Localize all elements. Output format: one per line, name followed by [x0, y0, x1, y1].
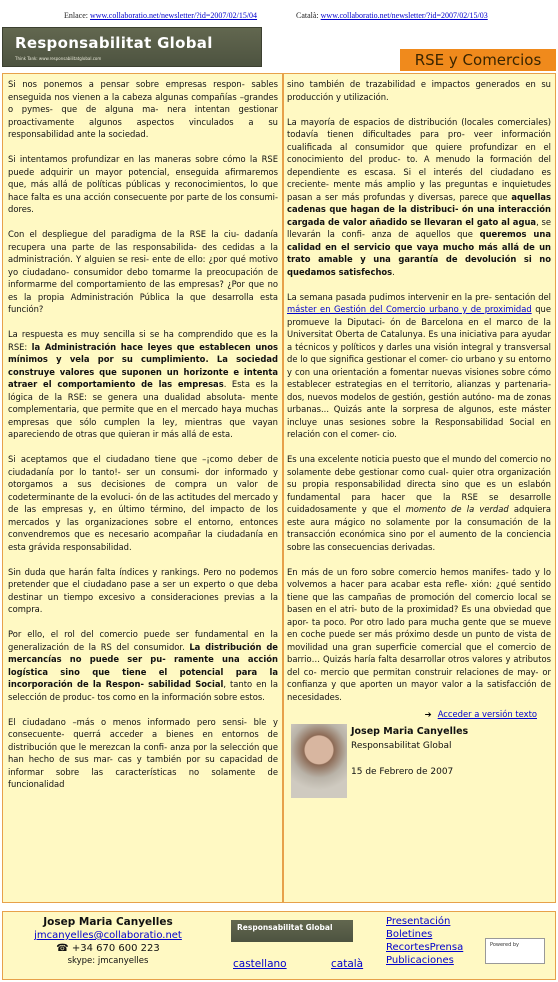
header-links — [0, 0, 558, 24]
publish-date: 15 de Febrero de 2007 — [351, 767, 454, 777]
bold-text: aquellas cadenas que hagan de la distribuci- ón una interacción cargada de valor añadido se llevaran el gato al agua — [287, 191, 551, 227]
italic-text: momento de la verdad — [405, 504, 509, 514]
powered-by-badge[interactable]: Powered by — [485, 938, 545, 964]
text-version-link[interactable]: Acceder a versión texto — [437, 708, 537, 719]
logo-subtitle: Think Tank: www.responsabilitatglobal.com — [15, 56, 102, 61]
spanish-link-label: Enlace: — [64, 11, 88, 20]
author-org: Responsabilitat Global — [351, 741, 452, 751]
paragraph: Si nos ponemos a pensar sobre empresas respon- sables enseguida nos vienen a la cabeza algunas compañías –grandes o pymes- que de alguna ma- nera intentan gestionar proactivamente algunos aspectos vinculados a su responsabilidad ante la sociedad. — [8, 79, 278, 139]
author-name: Josep Maria Canyelles — [351, 726, 469, 737]
text-run: . Esta es la lógica de la RSE: se genera una dualidad absoluta- mente complementaria, que permite que en el mercado haya muchas empresas que sólo cumplen la ley, mientras que vayan apareciendo de otras que quieran ir más allá de esta. — [8, 379, 278, 439]
language-castellano-link[interactable]: castellano — [233, 958, 287, 970]
text-version-row — [287, 708, 551, 721]
menu-publicaciones[interactable]: Publicaciones — [386, 955, 454, 966]
footer-contact — [3, 916, 213, 968]
spanish-link-group — [64, 11, 257, 20]
footer — [2, 911, 556, 980]
paragraph: Sin duda que harán falta índices y rankings. Pero no podemos pretender que el ciudadano pase a ser un experto o que deba destinar un tiempo excesivo a consideraciones previas a la compra. — [8, 566, 278, 614]
bold-text: queremos una calidad en el servicio que vaya mucho más allá de un trato amable y una garantía de devolución si no quedamos satisfechos — [287, 229, 551, 277]
text-run: Por ello, el rol del comercio puede ser fundamental en la generalización de la RS del consumidor. — [8, 629, 278, 652]
responsabilitat-global-logo — [2, 27, 262, 67]
author-photo — [291, 724, 347, 798]
catalan-link-group — [296, 11, 488, 20]
footer-phone: ☎ +34 670 600 223 — [56, 943, 160, 954]
text-run: , se llevarán la confi- anza de aquellos que — [287, 216, 551, 239]
language-catala-link[interactable]: català — [331, 958, 364, 970]
text-run: La respuesta es muy sencilla si se ha comprendido que es la RSE: — [8, 329, 278, 352]
text-run: La mayoría de espacios de distribución (locales comerciales) todavía tienen dificultades para pro- veer información cualificada al consumidor que quiere profundizar en el conocimiento del produc- to. A menudo la formación del dependiente es escasa. Si el interés del ciudadano es creciente- mente más amplio y las preguntas e inquietudes pasan a ser más profundas y diversas, parece que — [287, 116, 551, 202]
text-run: Es una excelente noticia puesto que el mundo del comercio no solamente debe gestionar como cual- quier otra organización su propia responsabilidad directa sino que es un eslabón fundamental para hacer que la RSE se desarrolle cuidadosamente y que el — [287, 454, 551, 514]
paragraph: En más de un foro sobre comercio hemos manifes- tado y lo volvemos a hacer para acabar esta refle- xión: ¿qué sentido tiene que las campañas de promoción del comercio local se basen en el atri- buto de la proximidad? Es una obviedad que apor- ta poco. Por otro lado para mucha gente que se mueve en coche puede ser más próximo desde un punto de vista de movilidad una gran superficie comercial que el comercio de barrio… Quizás haría falta desarrollar otros valores y atributos del co- mercio que permitan construir relaciones de may- or confianza y que aporten un mayor valor a la satisfacción de necesidades. — [287, 566, 551, 702]
paragraph: Si aceptamos que el ciudadano tiene que –¡como deber de ciudadanía por lo tanto!- ser un consumi- dor informado y otorgamos a sus decisiones de compra un valor de codeterminante de la evoluci- ón de las actitudes del mercado y de las empresas y, en último término, del impacto de los mercados y las organizaciones sobre el entorno, entonces convendremos que es necesario acompañar la ciudadanía en esta grávida responsabilidad. — [8, 454, 278, 552]
footer-email-link[interactable]: jmcanyelles@collaboratio.net — [34, 930, 182, 941]
bold-text: La distribución de mercancías no puede ser pu- ramente una acción logística sino que tiene el potencial para la incorporación de la Respon- sabilidad Social — [8, 641, 278, 689]
paragraph — [287, 453, 551, 553]
footer-logo: Responsabilitat Global — [231, 920, 353, 942]
text-run: que promueve la Diputaci- ón de Barcelona en el marco de la Universitat Oberta de Catalunya. Es una iniciativa para ayudar a técnicos y políticos y darles una visión integral y transversal de lo que significa gestionar el comer- cio urbano y su entorno y con una orientación a fomentar nuevas visiones sobre cómo establecer estrategias en el territorio, alianzas y partenaria- dos, nuevos modelos de gestión, gestión autóno- ma de zonas urbanas... Quizás ante la sorpresa de algunos, este máster incluye unas sesiones sobre la Responsabilidad Social en relación con el comer- cio. — [287, 304, 551, 439]
paragraph: Si intentamos profundizar en las maneras sobre cómo la RSE puede adquirir un mayor potencial, enseguida afirmaremos que, más allá de políticas públicas y reconocimientos, lo que hace falta es una acción consecuente por parte de los consumi- dores. — [8, 154, 278, 214]
text-run: La semana pasada pudimos intervenir en la pre- sentación del — [287, 291, 551, 302]
article-content — [2, 73, 556, 903]
paragraph — [287, 116, 551, 279]
text-run: adquiera este aura mágico no solamente por la consumación de la transacción económica sino por el aumento de la conciencia sobre las consecuencias derivadas. — [287, 504, 552, 552]
paragraph — [8, 328, 278, 441]
logo-title: Responsabilitat Global — [15, 34, 213, 52]
footer-skype: skype: jmcanyelles — [67, 956, 149, 966]
author-signature — [287, 724, 551, 804]
left-column — [8, 78, 278, 803]
footer-name: Josep Maria Canyelles — [43, 916, 173, 928]
footer-menu — [386, 915, 463, 967]
right-column — [287, 78, 551, 804]
bold-text: la Administración hace leyes que establecen unos mínimos y vela por su cumplimiento. La sociedad construye valores que suponen un horizonte e intenta atraer el comportamiento de las empresas — [8, 341, 279, 389]
text-run: . — [392, 266, 395, 277]
paragraph: sino también de trazabilidad e impactos generados en su producción y utilización. — [287, 79, 551, 102]
master-link[interactable]: máster en Gestión del Comercio urbano y de proximidad — [287, 304, 532, 314]
column-divider — [282, 74, 284, 902]
catalan-link[interactable]: www.collaboratio.net/newsletter/?id=2007/02/15/03 — [320, 11, 488, 20]
paragraph — [287, 291, 551, 441]
menu-recortes-prensa[interactable]: RecortesPrensa — [386, 942, 464, 953]
menu-boletines[interactable]: Boletines — [386, 929, 433, 940]
arrow-right-icon: ➔ — [424, 708, 432, 719]
paragraph: Con el despliegue del paradigma de la RSE la ciu- dadanía recupera una parte de las responsabilida- des cedidas a la administración. Y alguien se resi- ente de ello: ¿por qué motivo yo ciudadano- consumidor debo tomarme la preocupación de informarme del comportamiento de las empresas? ¿Por que no es la propia Administración Pública la que desarrolla esta función? — [8, 229, 278, 314]
section-title: RSE y Comercios — [400, 49, 556, 71]
catalan-link-label: Català: — [296, 11, 319, 20]
paragraph — [8, 628, 278, 703]
banner — [2, 25, 556, 73]
text-run: , tanto en la selección de produc- tos como en la información sobre estos. — [8, 679, 278, 702]
spanish-link[interactable]: www.collaboratio.net/newsletter/?id=2007/02/15/04 — [89, 11, 258, 20]
paragraph: El ciudadano –más o menos informado pero sensi- ble y consecuente- querrá acceder a bienes en entornos de distribución que le merezcan la confi- anza por la selección que han hecho de sus mar- cas y también por su capacidad de informar sobre las características no solamente de funcionalidad — [8, 716, 278, 789]
menu-presentacion[interactable]: Presentación — [386, 916, 451, 927]
